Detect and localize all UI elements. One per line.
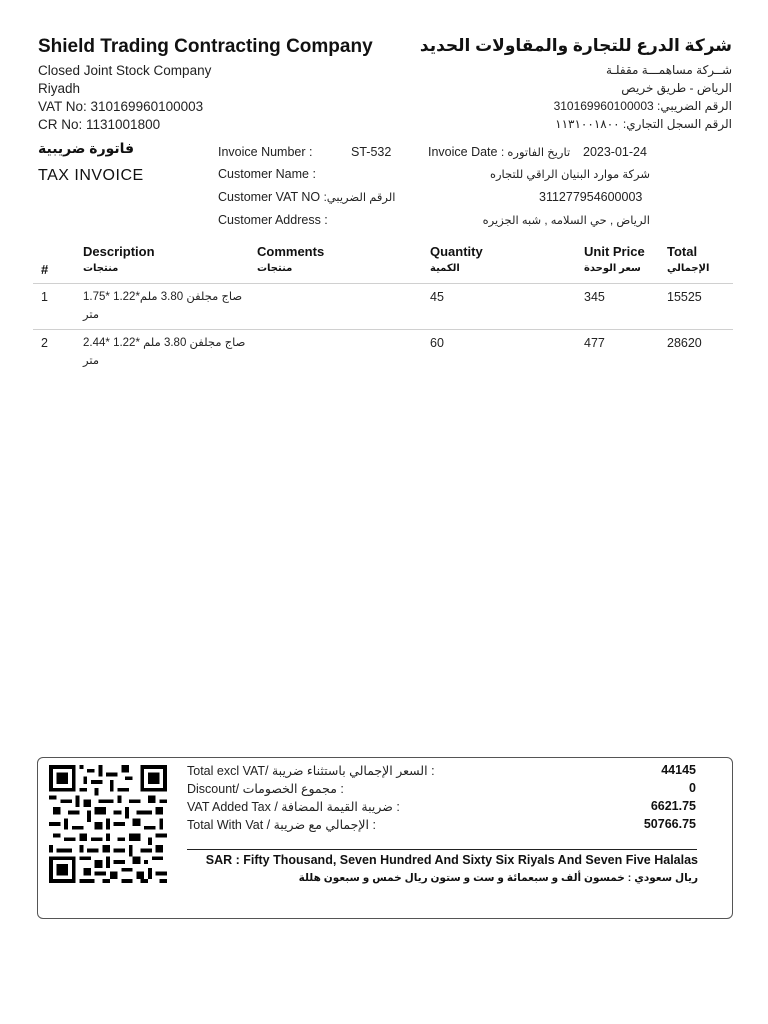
invoice-title-ar: فاتورة ضريبية [38, 140, 135, 156]
qr-code [46, 765, 170, 883]
company-city-en: Riyadh [38, 81, 81, 96]
col-header-num: # [41, 262, 49, 277]
vat-added-label: VAT Added Tax / ضريبة القيمة المضافة : [187, 800, 400, 814]
company-cr-ar: الرقم السجل التجاري: ١١٣١٠٠١٨٠٠ [555, 117, 732, 131]
company-vat-ar: الرقم الضريبي: 310169960100003 [553, 99, 732, 113]
company-city-ar: الرياض - طريق خريص [621, 81, 732, 95]
row-total: 15525 [667, 290, 702, 304]
amount-in-words-en: SAR : Fifty Thousand, Seven Hundred And Sixty Six Riyals And Seven Five Halalas [205, 853, 698, 867]
discount-label: Discount/ مجموع الخصومات : [187, 782, 344, 796]
col-header-comments: Comments [257, 244, 325, 259]
invoice-number: ST-532 [351, 145, 392, 159]
total-with-vat-label: Total With Vat / الإجمالي مع ضريبة : [187, 818, 376, 832]
company-cr-en: CR No: 1131001800 [38, 117, 161, 132]
row-number: 2 [41, 336, 48, 350]
invoice-date-label [428, 145, 570, 159]
total-with-vat-value: 50766.75 [643, 817, 696, 831]
customer-vat-label-ar: الرقم الضريبي: [323, 192, 396, 204]
customer-vat-label [218, 190, 395, 204]
customer-address-label: Customer Address : [218, 213, 328, 227]
row-unit-price: 477 [584, 336, 605, 350]
amount-in-words-ar: ريال سعودي : خمسون ألف و سبعمائة و ست و ستون ريال خمس و سبعون هللة [298, 872, 698, 884]
invoice-title-en: TAX INVOICE [38, 167, 144, 184]
vat-added-value: 6621.75 [650, 799, 696, 813]
col-header-unit-price-ar: سعر الوحدة [584, 263, 641, 274]
col-header-unit-price: Unit Price [584, 244, 645, 259]
discount-value: 0 [689, 781, 696, 795]
invoice-date: 2023-01-24 [583, 145, 647, 159]
row-quantity: 60 [430, 336, 444, 350]
row-number: 1 [41, 290, 48, 304]
col-header-description-ar: منتجات [83, 263, 119, 274]
table-header-divider [33, 283, 733, 284]
company-type-en: Closed Joint Stock Company [38, 63, 212, 78]
row-quantity: 45 [430, 290, 444, 304]
table-row-divider [33, 329, 733, 330]
col-header-quantity: Quantity [430, 244, 483, 259]
row-description: صاج مجلفن 3.80 ملم *1.22 *2.44 متر [83, 337, 246, 367]
col-header-quantity-ar: الكمية [430, 263, 460, 274]
total-excl-vat-label: Total excl VAT/ السعر الإجمالي باستثناء ضريبة : [187, 764, 435, 778]
row-unit-price: 345 [584, 290, 605, 304]
col-header-total-ar: الإجمالي [667, 263, 710, 274]
col-header-description: Description [83, 244, 155, 259]
customer-name: شركة موارد البنيان الراقي للتجاره [489, 169, 650, 181]
invoice-date-label-en: Invoice Date [428, 145, 498, 159]
col-header-comments-ar: منتجات [257, 263, 293, 274]
customer-vat-label-en: Customer VAT NO [218, 190, 321, 204]
customer-vat: 311277954600003 [539, 190, 643, 204]
company-name-en: Shield Trading Contracting Company [38, 36, 373, 57]
col-header-total: Total [667, 244, 698, 259]
company-name-ar: شركة الدرع للتجارة والمقاولات الحديد [419, 36, 732, 55]
customer-name-label: Customer Name : [218, 167, 316, 181]
invoice-date-label-ar: تاريخ الفاتوره : [500, 147, 571, 159]
customer-address: الرياض , حي السلامه , شبه الجزيره [482, 215, 650, 227]
invoice-number-label: Invoice Number : [218, 145, 313, 159]
row-description: صاج مجلفن 3.80 ملم*1.22 *1.75 متر [83, 291, 243, 321]
total-excl-vat-value: 44145 [661, 763, 696, 777]
company-type-ar: شــركة مساهمـــة مقفلـة [605, 63, 732, 77]
company-vat-en: VAT No: 310169960100003 [38, 99, 204, 114]
summary-divider [187, 849, 697, 850]
row-total: 28620 [667, 336, 702, 350]
